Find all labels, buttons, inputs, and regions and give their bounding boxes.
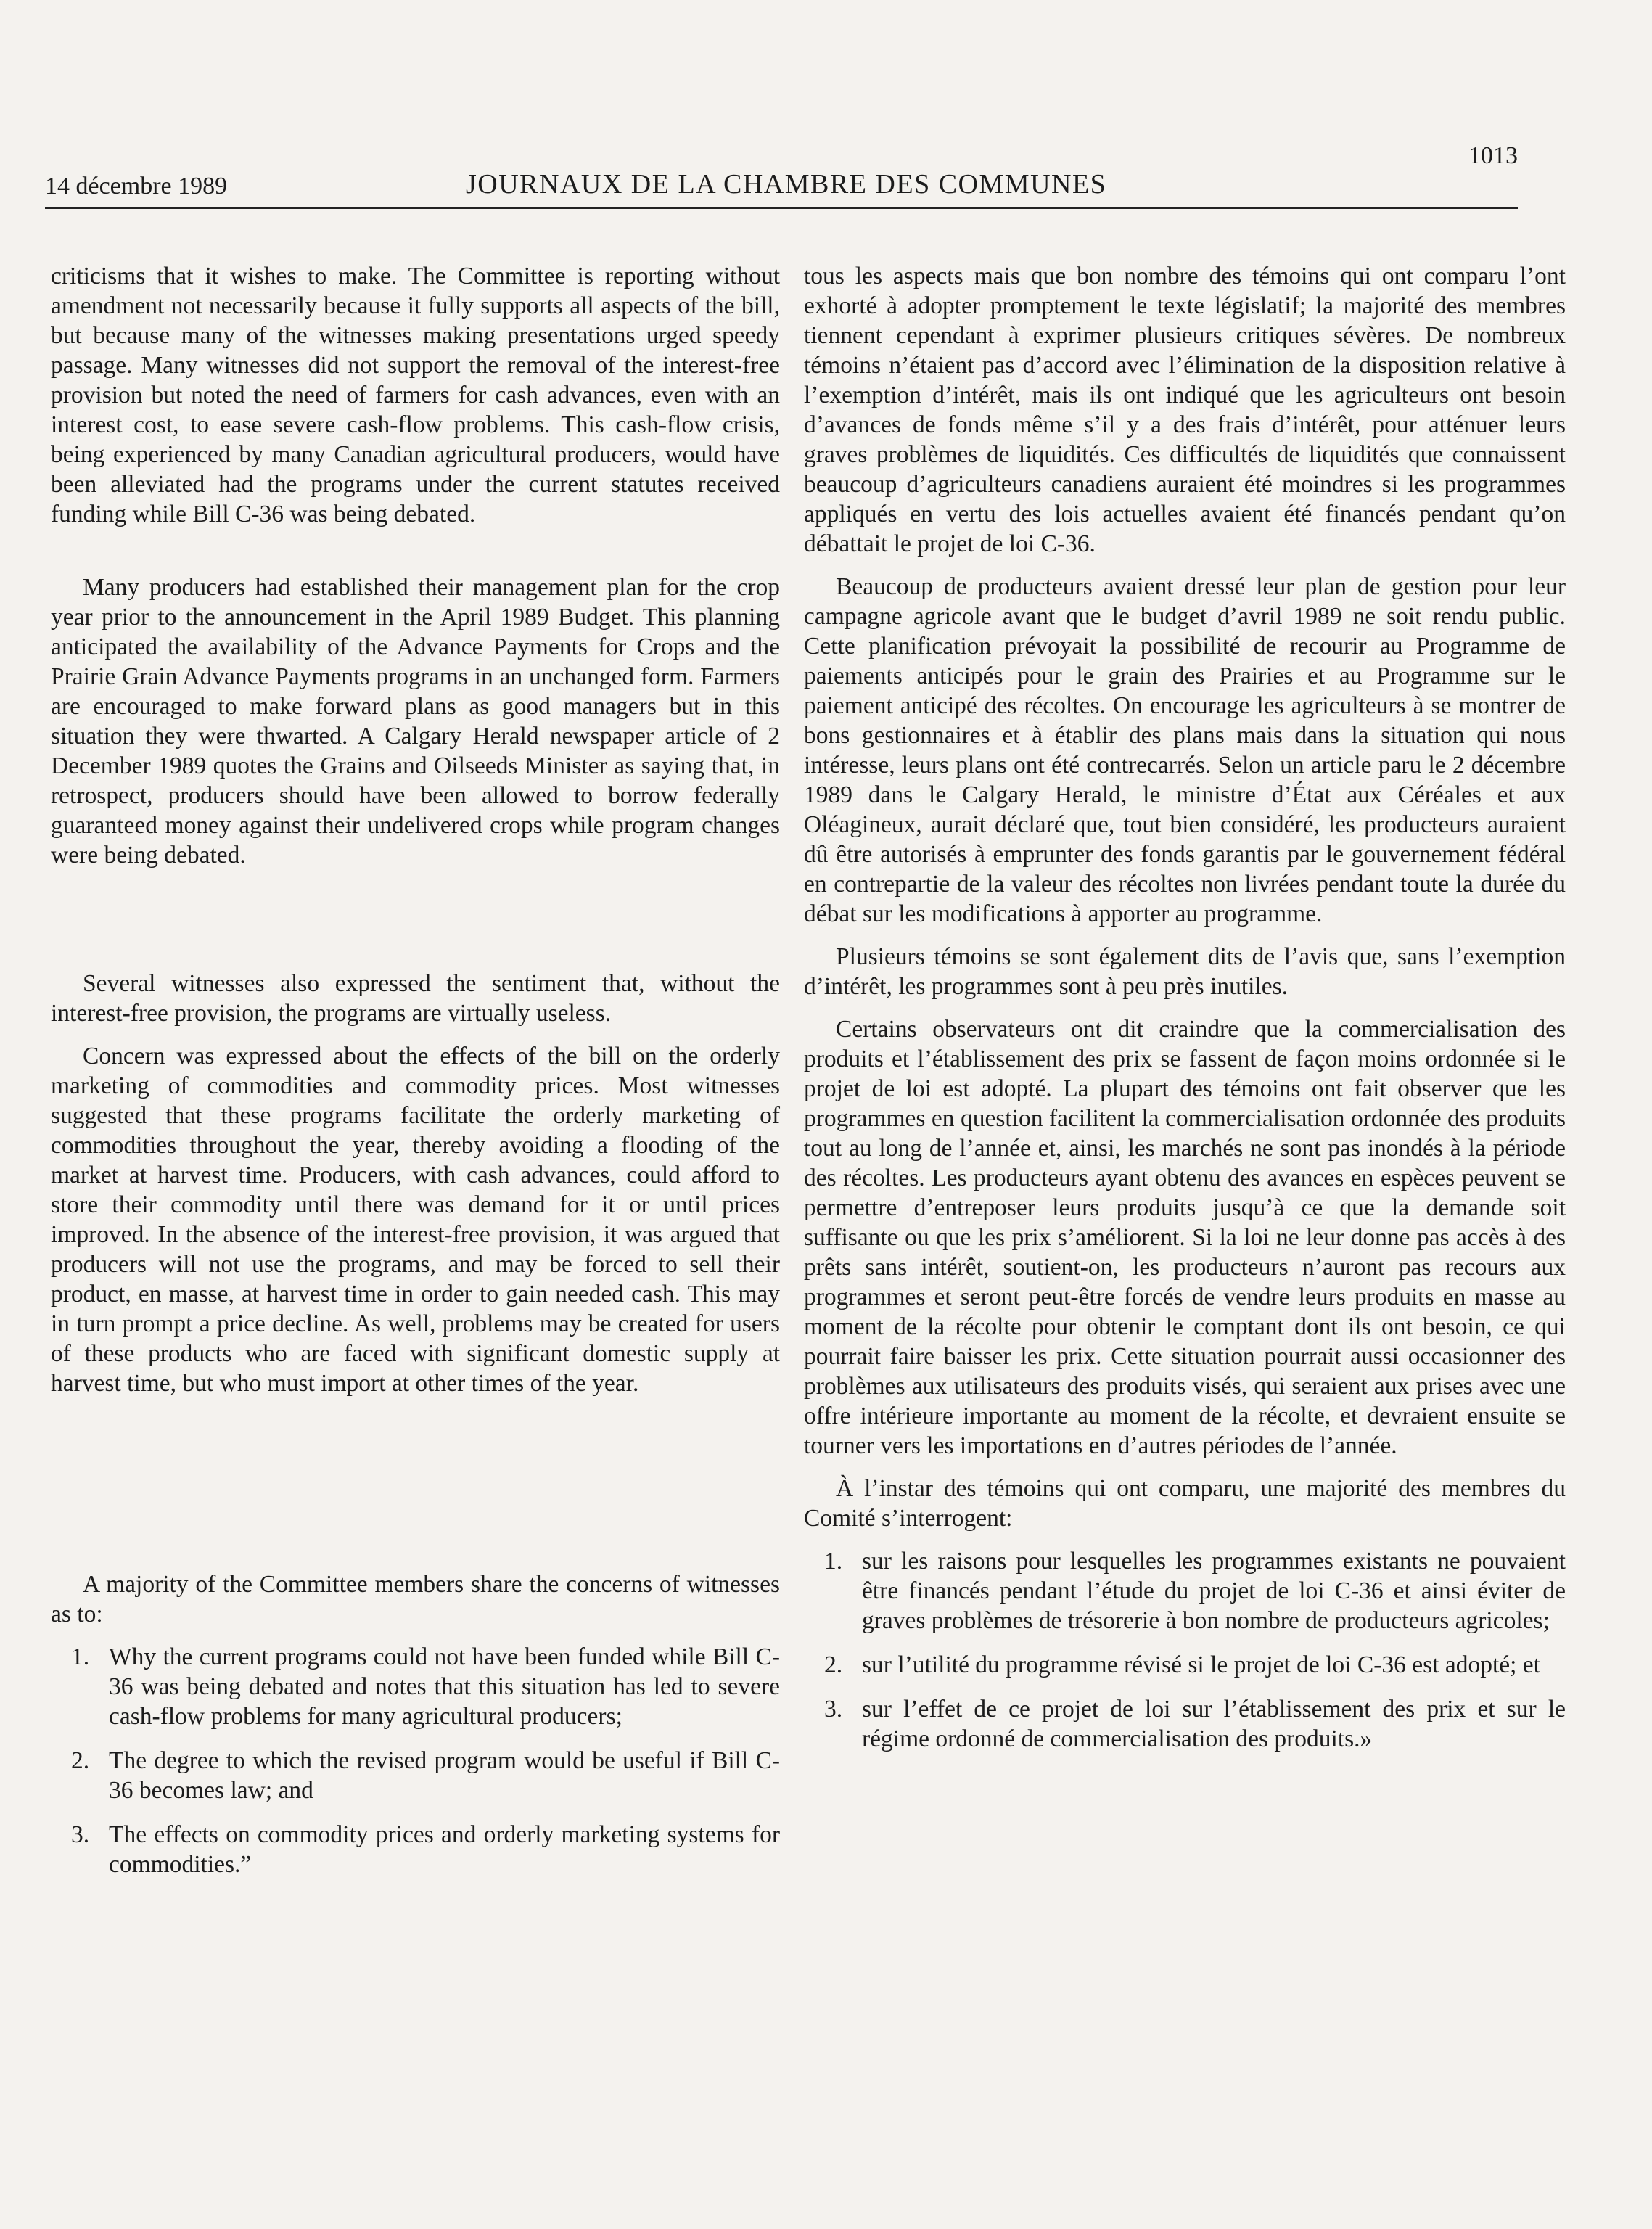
fr-list-item	[804, 1694, 1566, 1754]
fr-item-text: sur les raisons pour lesquelles les programmes existants ne pouvaient être financés pendant l’étude du projet de loi C-36 et ainsi éviter de graves problèmes de trésorerie à bon nombre de producteurs agricoles;	[862, 1548, 1566, 1634]
fr-item-text: sur l’effet de ce projet de loi sur l’établissement des prix et sur le régime ordonné de commercialisation des produits.»	[862, 1696, 1566, 1752]
fr-item-text: sur l’utilité du programme révisé si le projet de loi C-36 est adopté; et	[862, 1651, 1540, 1678]
fr-item-number: 2.	[824, 1651, 843, 1678]
en-item-text: Why the current programs could not have been funded while Bill C-36 was being debated and notes that this situation has led to severe cash-flow problems for many agricultural producers;	[109, 1643, 780, 1730]
french-column	[804, 261, 1566, 1768]
header-rule	[45, 207, 1518, 209]
fr-paragraph-1: tous les aspects mais que bon nombre des témoins qui ont comparu l’ont exhorté à adopter promptement le texte législatif; la majorité des membres tiennent cependant à exprimer plusieurs critiques sévères. De nombreux témoins n’étaient pas d’accord avec l’élimination de la disposition relative à l’exemption d’intérêt, mais ils ont indiqué que les agriculteurs ont besoin d’avances de fonds même s’il y a des frais d’intérêt, pour atténuer leurs graves problèmes de liquidités. Ces difficultés de liquidités que connaissent beaucoup d’agriculteurs canadiens auraient été moindres si les programmes appliqués en vertu des lois actuelles avaient été financés pendant qu’on débattait le projet de loi C-36.	[804, 263, 1566, 557]
fr-list-item	[804, 1546, 1566, 1635]
fr-paragraph-5: À l’instar des témoins qui ont comparu, une majorité des membres du Comité s’interrogent:	[804, 1475, 1566, 1532]
page-header	[45, 142, 1518, 209]
header-title: JOURNAUX DE LA CHAMBRE DES COMMUNES	[466, 169, 1107, 200]
en-item-text: The effects on commodity prices and orderly marketing systems for commodities.”	[109, 1821, 780, 1878]
en-item-number: 1.	[71, 1643, 90, 1670]
en-item-number: 3.	[71, 1821, 90, 1848]
en-paragraph-5: A majority of the Committee members share the concerns of witnesses as to:	[51, 1571, 780, 1627]
en-paragraph-3: Several witnesses also expressed the sentiment that, without the interest-free provision, the programs are virtually useless.	[51, 970, 780, 1027]
fr-paragraph-3: Plusieurs témoins se sont également dits de l’avis que, sans l’exemption d’intérêt, les programmes sont à peu près inutiles.	[804, 943, 1566, 1000]
en-paragraph-2: Many producers had established their management plan for the crop year prior to the announcement in the April 1989 Budget. This planning anticipated the availability of the Advance Payments for Crops and the Prairie Grain Advance Payments programs in an unchanged form. Farmers are encouraged to make forward plans as good managers but in this situation they were thwarted. A Calgary Herald newspaper article of 2 December 1989 quotes the Grains and Oilseeds Minister as saying that, in retrospect, producers should have been allowed to borrow federally guaranteed money against their undelivered crops while program changes were being debated.	[51, 574, 780, 869]
fr-list	[804, 1546, 1566, 1754]
en-list-item	[51, 1642, 780, 1731]
en-list-item	[51, 1746, 780, 1805]
en-item-number: 2.	[71, 1747, 90, 1774]
en-item-text: The degree to which the revised program would be useful if Bill C-36 becomes law; and	[109, 1747, 780, 1804]
en-list	[51, 1642, 780, 1879]
fr-paragraph-2: Beaucoup de producteurs avaient dressé leur plan de gestion pour leur campagne agricole avant que le budget d’avril 1989 ne soit rendu public. Cette planification prévoyait la possibilité de recourir au Programme de paiements anticipés pour le grain des Prairies et au Programme sur le paiement anticipé des récoltes. On encourage les agriculteurs à se montrer de bons gestionnaires et à établir des plans mais dans la situation qui nous intéresse, leurs plans ont été contrecarrés. Selon un article paru le 2 décembre 1989 dans le Calgary Herald, le ministre d’État aux Céréales et aux Oléagineux, aurait déclaré que, tout bien considéré, les producteurs auraient dû être autorisés à emprunter des fonds garantis par le gouvernement fédéral en contrepartie de la valeur des récoltes non livrées pendant toute la durée du débat sur les modifications à apporter au programme.	[804, 573, 1566, 927]
fr-item-number: 1.	[824, 1548, 843, 1575]
fr-item-number: 3.	[824, 1696, 843, 1723]
en-paragraph-4: Concern was expressed about the effects of the bill on the orderly marketing of commodities and commodity prices. Most witnesses suggested that these programs facilitate the orderly marketing of commodities throughout the year, thereby avoiding a flooding of the market at harvest time. Producers, with cash advances, could afford to store their commodity until there was demand for it or until prices improved. In the absence of the interest-free provision, it was argued that producers will not use the programs, and may be forced to sell their product, en masse, at harvest time in order to gain needed cash. This may in turn prompt a price decline. As well, problems may be created for users of these products who are faced with significant domestic supply at harvest time, but who must import at other times of the year.	[51, 1043, 780, 1397]
en-list-item	[51, 1820, 780, 1879]
header-date: 14 décembre 1989	[45, 173, 228, 200]
english-column	[51, 261, 780, 1894]
fr-paragraph-4: Certains observateurs ont dit craindre que la commercialisation des produits et l’établissement des prix se fassent de façon moins ordonnée si le projet de loi est adopté. La plupart des témoins ont fait observer que les programmes en question facilitent la commercialisation ordonnée des produits tout au long de l’année et, ainsi, les marchés ne sont pas inondés à la période des récoltes. Les producteurs ayant obtenu des avances en espèces peuvent se permettre d’entreposer leurs produits jusqu’à ce que la demande soit suffisante ou que les prix s’améliorent. Si la loi ne leur donne pas accès à des prêts sans intérêt, soutient-on, les producteurs n’auront pas recours aux programmes et seront peut-être forcés de vendre leurs produits en masse au moment de la récolte pour obtenir le comptant dont ils ont besoin, ce qui pourrait faire baisser les prix. Cette situation pourrait aussi occasionner des problèmes aux utilisateurs des produits visés, qui seraient aux prises avec une offre intérieure importante au moment de la récolte, et devraient ensuite se tourner vers les importations en d’autres périodes de l’année.	[804, 1016, 1566, 1459]
en-paragraph-1: criticisms that it wishes to make. The Committee is reporting without amendment not necessarily because it fully supports all aspects of the bill, but because many of the witnesses making presentations urged speedy passage. Many witnesses did not support the removal of the interest-free provision but noted the need of farmers for cash advances, even with an interest cost, to ease severe cash-flow problems. This cash-flow crisis, being experienced by many Canadian agricultural producers, would have been alleviated had the programs under the current statutes received funding while Bill C-36 was being debated.	[51, 263, 780, 528]
page-number: 1013	[1468, 142, 1518, 169]
fr-list-item	[804, 1650, 1566, 1680]
